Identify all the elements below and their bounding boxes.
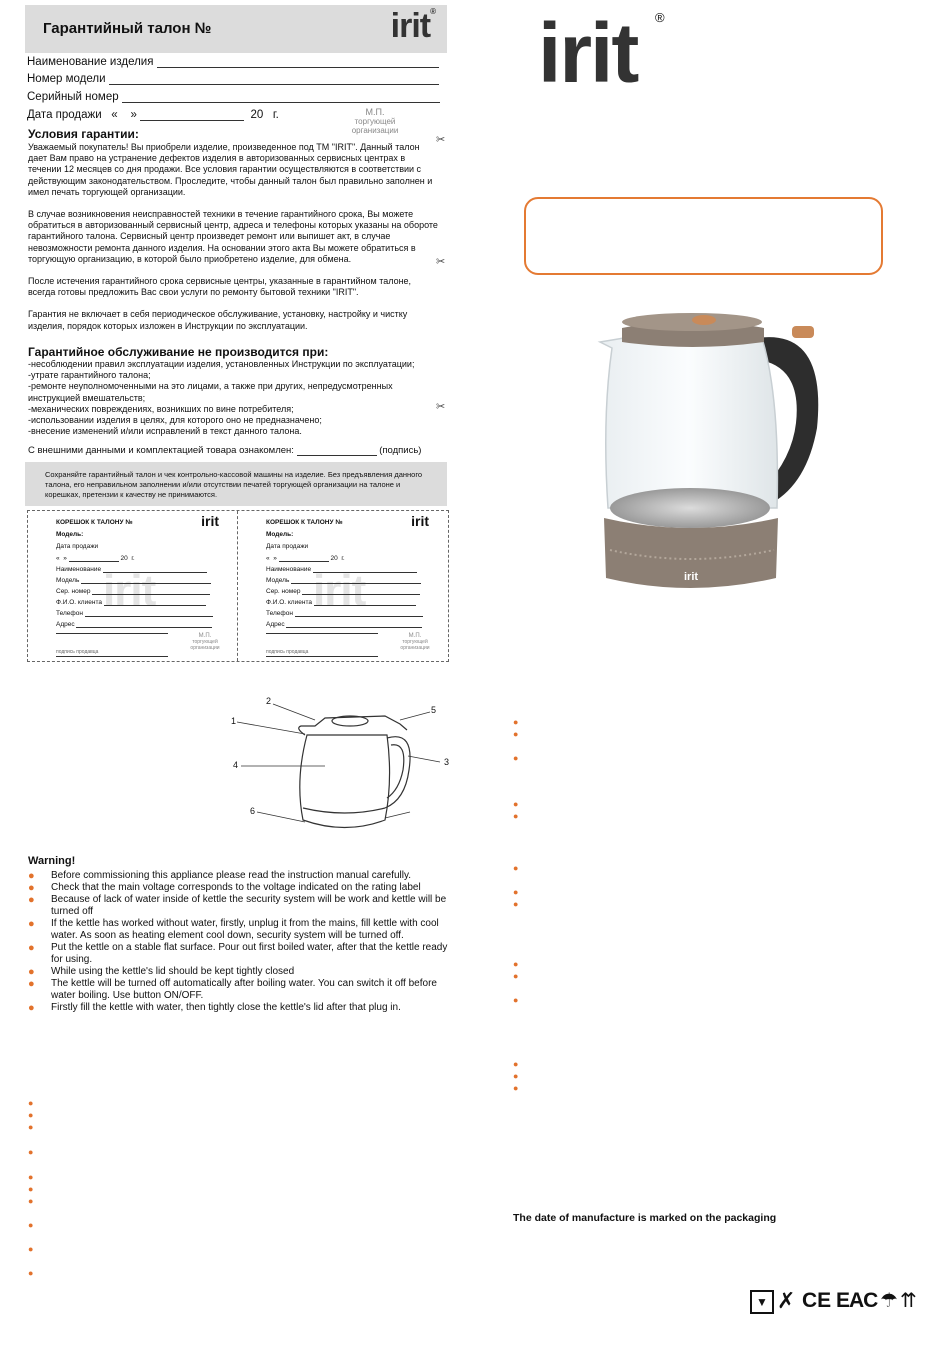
conditions-p1: Уважаемый покупатель! Вы приобрели изделие, произведенное под ТМ "IRIT". Данный талон дает Вам право на устранение дефектов изделия в авторизованных сервисных центрах в течении 12 месяцев со дня продажи. Все условия гарантии осуществляются в соответствии с действующим законодательством. Проследите, чтобы данный талон был правильно заполнен и имел печать торгующей организации. [28, 142, 433, 197]
bullet-icon: ● [28, 1196, 34, 1206]
stub-stamp [390, 633, 440, 651]
brand-logo-small [391, 7, 435, 46]
stub-title: КОРЕШОК К ТАЛОНУ № [56, 519, 133, 526]
year-suffix: г. [131, 555, 135, 562]
brand-logo-large [538, 5, 637, 102]
stub-line[interactable] [81, 576, 211, 584]
warning-item [28, 894, 448, 918]
stub-line[interactable] [85, 609, 213, 617]
kettle-photo [592, 308, 842, 598]
field-line[interactable] [109, 73, 439, 85]
manufacture-date-note: The date of manufacture is marked on the packaging [513, 1212, 777, 1224]
warning-item [28, 966, 448, 978]
stub-model-label: Модель: [266, 531, 294, 538]
bullet-icon: ● [28, 1220, 34, 1230]
kettle-diagram [225, 690, 455, 840]
field-label: Наименование изделия [27, 56, 154, 68]
exclusion-item: -внесение изменений и/или исправлений в текст данного талона. [28, 426, 302, 437]
this-way-up-icon: ⇈ [900, 1290, 917, 1312]
stub-right [238, 511, 447, 661]
stub-row [56, 576, 211, 584]
stamp-line2: торгующей [192, 639, 218, 645]
stub-row-label: Сер. номер [56, 588, 91, 595]
year-prefix: 20 [120, 555, 128, 562]
stub-row-label: Наименование [266, 566, 312, 573]
quote-open: « [56, 555, 60, 562]
watermark-logo: irit [313, 566, 366, 615]
stub-row [266, 576, 421, 584]
stub-date-row [56, 554, 135, 562]
stub-line[interactable] [291, 576, 421, 584]
quote-close: » [130, 109, 137, 121]
bullet-icon: ● [513, 1059, 519, 1069]
stub-line[interactable] [103, 565, 207, 573]
exclusion-item: -механических повреждениях, возникших по вине потребителя; [28, 403, 294, 414]
conditions-text [28, 142, 438, 332]
conditions-p3: После истечения гарантийного срока сервисные центры, указанные в гарантийном талоне, всегда готовы предложить Вас свои услуги по ремонту бытовой техники "IRIT". [28, 276, 412, 298]
warranty-notice [25, 462, 447, 506]
bullet-icon: ● [28, 1244, 34, 1254]
diagram-label-1: 1 [231, 716, 237, 726]
bullet-icon: ● [513, 995, 519, 1005]
warning-item [28, 882, 448, 894]
acknowledge-text: С внешними данными и комплектацией товара ознакомлен: [28, 445, 294, 456]
stub-seller-sign: подпись продавца [56, 649, 168, 657]
bullet-icon: ● [28, 942, 35, 954]
stub-row [56, 620, 212, 628]
bullet-icon: ● [513, 887, 519, 897]
bullet-icon: ● [513, 899, 519, 909]
conditions-title: Условия гарантии: [28, 127, 139, 141]
stub-row-label: Телефон [266, 610, 293, 617]
field-line[interactable] [122, 91, 440, 103]
stub-logo: irit [201, 513, 219, 529]
notice-text: Сохраняйте гарантийный талон и чек контрольно-кассовой машины на изделие. Без предъявления данного талона, его неправильном заполнении и/или отсутствии печатей торгующей организации на талоне и корешках, претензии к качеству не принимаются. [45, 470, 423, 499]
stub-row [266, 598, 416, 606]
right-bullet-column [513, 716, 518, 1094]
stub-line[interactable] [302, 587, 420, 595]
bullet-icon: ● [28, 1098, 34, 1108]
eac-mark-icon: EAC [836, 1289, 878, 1312]
bullet-icon: ● [513, 863, 519, 873]
quote-open: « [111, 109, 118, 121]
date-line[interactable] [69, 554, 119, 562]
stub-row-label: Ф.И.О. клиента [266, 599, 312, 606]
year-prefix: 20 [250, 109, 264, 121]
stub-date-label: Дата продажи [56, 543, 99, 550]
weee-bin-icon: ✗ [777, 1288, 796, 1313]
field-label: Серийный номер [27, 91, 119, 103]
stamp-mp: М.П. [408, 633, 422, 639]
bullet-icon: ● [28, 1184, 34, 1194]
bullet-icon: ● [28, 1122, 34, 1132]
field-serial-number [27, 91, 440, 103]
warning-text: Firstly fill the kettle with water, then tightly close the kettle's lid after that plug in. [51, 1002, 401, 1013]
stamp-line3: организации [351, 126, 399, 135]
stub-row-label: Сер. номер [266, 588, 301, 595]
warning-text: The kettle will be turned off automatically after boiling water. You can switch it off before water boiling. Use button ON/OFF. [51, 978, 437, 1001]
diagram-label-6: 6 [250, 806, 256, 816]
stub-line[interactable] [295, 609, 423, 617]
warranty-stubs [27, 510, 449, 662]
warning-text: Before commissioning this appliance please read the instruction manual carefully. [51, 870, 412, 881]
field-sale-date [27, 109, 279, 121]
stamp-line3: организации [190, 645, 220, 651]
warning-title: Warning! [28, 855, 76, 867]
warning-item [28, 870, 448, 882]
kettle-base-line [303, 808, 385, 813]
stamp-line2: торгующей [354, 117, 396, 126]
exclusion-item: -ремонте неуполномоченными на это лицами, а также при других, непредусмотренных инструкцией вмешательств; [28, 381, 393, 403]
warning-item [28, 918, 448, 942]
warning-text: Check that the main voltage corresponds to the voltage indicated on the rating label [51, 882, 421, 893]
exclusion-item: -утрате гарантийного талона; [28, 370, 151, 381]
stub-logo: irit [411, 513, 429, 529]
scissors-icon: ✂ [436, 401, 446, 413]
stub-row-label: Телефон [56, 610, 83, 617]
stub-blank-line [266, 633, 378, 634]
year-suffix: г. [272, 109, 279, 121]
bullet-icon: ● [513, 1083, 519, 1093]
stub-row-label: Ф.И.О. клиента [56, 599, 102, 606]
conditions-p4: Гарантия не включает в себя периодическое обслуживание, установку, настройку и чистку изделия, порядок которых изложен в Инструкции по эксплуатации. [28, 309, 408, 331]
keep-dry-icon: ☂ [880, 1290, 898, 1312]
date-line[interactable] [279, 554, 329, 562]
stub-stamp [180, 633, 230, 651]
stub-row [266, 587, 420, 595]
stub-title: КОРЕШОК К ТАЛОНУ № [266, 519, 343, 526]
stub-left [28, 511, 238, 661]
bullet-icon: ● [28, 918, 35, 930]
stub-line[interactable] [314, 598, 416, 606]
year-suffix: г. [341, 555, 345, 562]
bullet-icon: ● [513, 799, 519, 809]
acknowledge-row [28, 444, 421, 456]
stub-row-label: Модель [266, 577, 290, 584]
bullet-icon: ● [513, 1071, 519, 1081]
bullet-icon: ● [513, 811, 519, 821]
bullet-icon: ● [28, 870, 35, 882]
bullet-icon: ● [28, 978, 35, 990]
stamp-line3: организации [400, 645, 430, 651]
bullet-icon: ● [513, 729, 519, 739]
exclusions-list [28, 359, 438, 437]
stub-line[interactable] [76, 620, 212, 628]
brand-text: irit [390, 7, 431, 45]
bullet-icon: ● [28, 1147, 34, 1157]
stub-row [56, 565, 207, 573]
warning-list [28, 870, 448, 1014]
field-line[interactable] [157, 56, 439, 68]
scissors-icon: ✂ [436, 134, 446, 146]
quote-close: » [273, 555, 277, 562]
kettle-base-logo: irit [684, 571, 699, 583]
stub-model-label: Модель: [56, 531, 84, 538]
field-product-name [27, 56, 439, 68]
bullet-icon: ● [513, 971, 519, 981]
warning-text: If the kettle has worked without water, firstly, unplug it from the mains, fill kettle with cool water. As soon as heating element cool down, security system will be turned off. [51, 918, 439, 941]
diagram-label-4: 4 [233, 760, 239, 770]
bullet-icon: ● [513, 753, 519, 763]
signature-line[interactable] [297, 444, 377, 456]
stub-line[interactable] [286, 620, 422, 628]
stub-row-label: Адрес [266, 621, 285, 628]
model-title-box [524, 197, 883, 275]
bullet-icon: ● [28, 1172, 34, 1182]
exclusion-item: -несоблюдении правил эксплуатации изделия, установленных Инструкции по эксплуатации; [28, 359, 415, 369]
warning-item [28, 942, 448, 966]
signature-label: (подпись) [379, 445, 422, 456]
stamp-mp: М.П. [198, 633, 212, 639]
exclusion-item: -использовании изделия в целях, для которого оно не предназначено; [28, 415, 322, 426]
ce-mark-icon: CE [802, 1289, 832, 1312]
quote-open: « [266, 555, 270, 562]
year-prefix: 20 [330, 555, 338, 562]
certification-marks [750, 1288, 922, 1316]
fragile-icon: ▼ [750, 1290, 774, 1314]
scissors-icon: ✂ [436, 256, 446, 268]
bullet-icon: ● [28, 1268, 34, 1278]
stamp-placeholder [345, 108, 405, 135]
warning-item [28, 978, 448, 1002]
warranty-title: Гарантийный талон № [43, 20, 212, 37]
kettle-body-outline [300, 735, 390, 828]
stub-row [56, 598, 206, 606]
left-bullet-column [28, 1097, 33, 1279]
stub-row [56, 587, 210, 595]
field-label: Дата продажи [27, 109, 102, 121]
stamp-line2: торгующей [402, 639, 428, 645]
stub-row [266, 609, 423, 617]
bullet-icon: ● [28, 1110, 34, 1120]
stub-row [266, 620, 422, 628]
stub-blank-line [56, 633, 168, 634]
stub-row-label: Наименование [56, 566, 102, 573]
conditions-p2: В случае возникновения неисправностей техники в течение гарантийного срока, Вы можете обратиться в авторизованный сервисный центр, адреса и телефоны которых указаны на обороте гарантийного талона. Сервисный центр произведет ремонт или выпишет акт, в случае невозможности ремонта данного изделия. На основании этого акта Вы можете обратиться в торгующую организацию, в которой было приобретено изделие, для обмена. [28, 209, 438, 264]
warning-item [28, 1002, 448, 1014]
warning-text: Because of lack of water inside of kettle the security system will be work and kettle will be turned off [51, 894, 447, 917]
bullet-icon: ● [28, 1002, 35, 1014]
bullet-icon: ● [513, 717, 519, 727]
diagram-label-3: 3 [444, 757, 450, 767]
bullet-icon: ● [28, 882, 35, 894]
field-label: Номер модели [27, 73, 106, 85]
stub-seller-sign: подпись продавца [266, 649, 378, 657]
diagram-label-2: 2 [266, 696, 272, 706]
field-model-number [27, 73, 439, 85]
date-line[interactable] [140, 109, 244, 121]
reg-mark: ® [430, 7, 435, 16]
quote-close: » [63, 555, 67, 562]
watermark-logo: irit [103, 566, 156, 615]
stub-date-label: Дата продажи [266, 543, 309, 550]
warranty-header [25, 5, 447, 53]
bullet-icon: ● [513, 959, 519, 969]
stub-line[interactable] [92, 587, 210, 595]
warning-text: Put the kettle on a stable flat surface. Pour out first boiled water, after that the kettle ready for using. [51, 942, 448, 965]
stub-row [56, 609, 213, 617]
stub-date-row [266, 554, 345, 562]
exclusions-title: Гарантийное обслуживание не производится при: [28, 345, 329, 359]
stub-row-label: Модель [56, 577, 80, 584]
bullet-icon: ● [28, 966, 35, 978]
bullet-icon: ● [28, 894, 35, 906]
stub-line[interactable] [104, 598, 206, 606]
diagram-label-5: 5 [431, 705, 437, 715]
stub-line[interactable] [313, 565, 417, 573]
stamp-mp: М.П. [365, 107, 385, 117]
brand-text: irit [538, 6, 638, 100]
warning-text: While using the kettle's lid should be kept tightly closed [51, 966, 295, 977]
stub-row [266, 565, 417, 573]
reg-mark-large: ® [655, 10, 665, 25]
stub-row-label: Адрес [56, 621, 75, 628]
